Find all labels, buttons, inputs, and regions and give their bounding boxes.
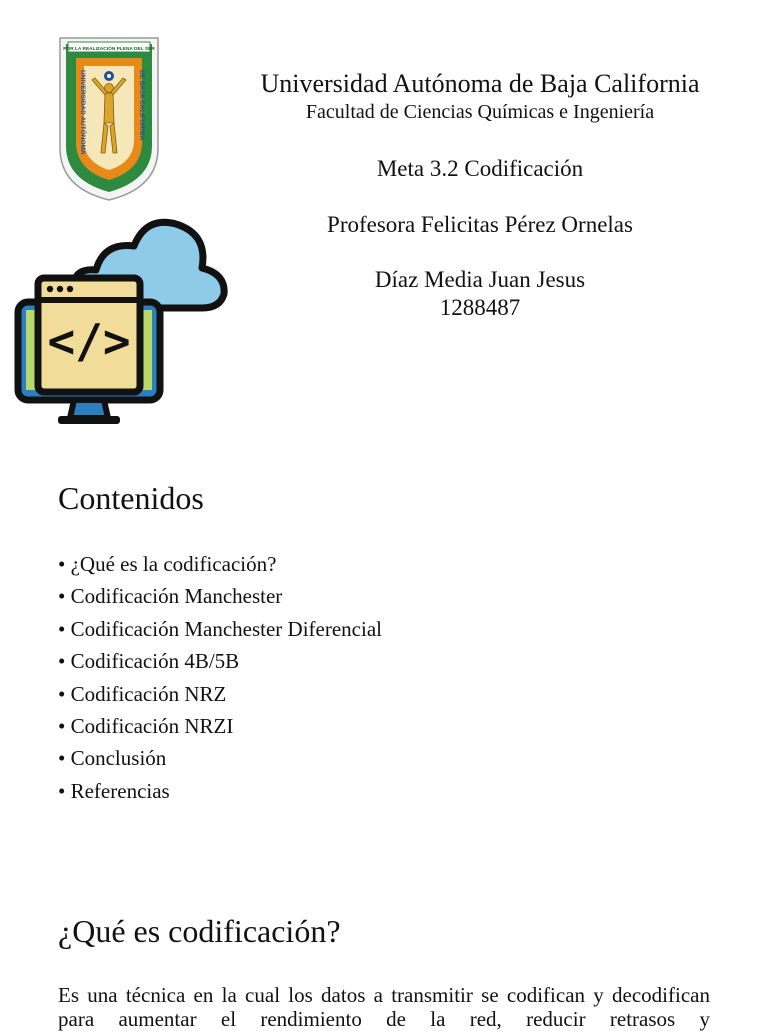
- seal-ring-right-text: DE BAJA CALIFORNIA: [138, 70, 145, 141]
- seal-ring-left-text: UNIVERSIDAD AUTÓNOMA: [79, 70, 86, 155]
- contents-item-manchester-differential: • Codificación Manchester Diferencial: [58, 613, 382, 645]
- faculty-name: Facultad de Ciencias Químicas e Ingeniería: [305, 101, 655, 123]
- section-heading-what-is-coding: ¿Qué es codificación?: [58, 913, 341, 949]
- header-block: [220, 68, 740, 124]
- contents-item-what-is-coding: • ¿Qué es la codificación?: [58, 548, 382, 580]
- contents-item-4b5b: • Codificación 4B/5B: [58, 645, 382, 677]
- professor-name: Profesora Felicitas Pérez Ornelas: [327, 212, 633, 237]
- professor-block: [220, 211, 740, 239]
- assignment-title-block: [220, 155, 740, 183]
- seal-banner-text: POR LA REALIZACIÓN PLENA DEL SER: [63, 47, 155, 52]
- student-block: [220, 266, 740, 322]
- assignment-title: Meta 3.2 Codificación: [376, 156, 584, 181]
- contents-heading: Contenidos: [58, 480, 204, 516]
- university-seal-logo: [46, 28, 172, 204]
- contents-item-references: • Referencias: [58, 775, 382, 807]
- contents-item-nrzi: • Codificación NRZI: [58, 710, 382, 742]
- university-name: Universidad Autónoma de Baja California: [260, 69, 700, 98]
- code-glyph: </>: [47, 314, 131, 368]
- computer-code-cloud-icon: [12, 212, 230, 430]
- section-paragraph: Es una técnica en la cual los datos a transmitir se codifican y decodifican para aumentar el rendimiento de la red, reducir retrasos y: [58, 983, 710, 1031]
- contents-item-nrz: • Codificación NRZ: [58, 678, 382, 710]
- student-name: Díaz Media Juan Jesus: [374, 267, 586, 292]
- student-id: 1288487: [439, 295, 521, 320]
- contents-item-conclusion: • Conclusión: [58, 742, 382, 774]
- contents-list: [58, 548, 382, 807]
- contents-item-manchester: • Codificación Manchester: [58, 580, 382, 612]
